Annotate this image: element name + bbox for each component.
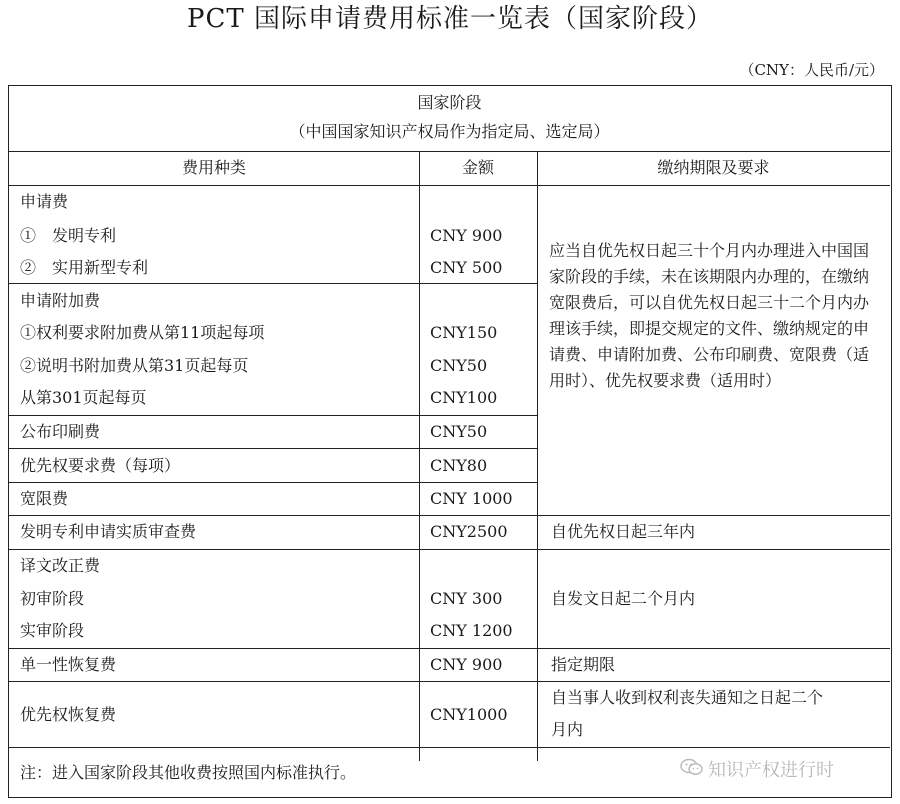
exam-fee-amount: CNY2500 <box>430 522 508 541</box>
surcharge-label: 申请附加费 <box>20 291 101 310</box>
wechat-icon <box>680 758 704 776</box>
unity-fee-label: 单一性恢复费 <box>20 655 117 674</box>
priority-restore-fee-label: 优先权恢复费 <box>20 705 117 724</box>
page-title: PCT 国际申请费用标准一览表（国家阶段） <box>187 4 713 34</box>
priority-claim-fee-amount: CNY80 <box>430 456 488 475</box>
column-header-requirement: 缴纳期限及要求 <box>657 158 770 177</box>
table-heading-line2: （中国国家知识产权局作为指定局、选定局） <box>289 122 610 141</box>
watermark-text: 知识产权进行时 <box>708 760 834 781</box>
priority-restore-fee-amount: CNY1000 <box>430 705 508 724</box>
translation-fee-requirement: 自发文日起二个月内 <box>551 589 696 608</box>
translation-fee-substantive: 实审阶段 <box>20 621 85 640</box>
app-fee-label: 申请费 <box>20 192 69 211</box>
translation-fee-label: 译文改正费 <box>20 556 101 575</box>
app-fee-utility: ② 实用新型专利 <box>20 258 149 277</box>
surcharge-claims: ①权利要求附加费从第11项起每项 <box>20 323 265 342</box>
grace-fee-label: 宽限费 <box>20 489 69 508</box>
unity-fee-amount: CNY 900 <box>430 655 503 674</box>
table-note: 注：进入国家阶段其他收费按照国内标准执行。 <box>20 763 357 782</box>
surcharge-pages-301: 从第301页起每页 <box>20 388 147 407</box>
translation-fee-prelim: 初审阶段 <box>20 589 85 608</box>
translation-fee-substantive-amount: CNY 1200 <box>430 621 513 640</box>
surcharge-description: ②说明书附加费从第31页起每页 <box>20 356 249 375</box>
publication-fee-amount: CNY50 <box>430 422 488 441</box>
column-header-amount: 金额 <box>461 158 494 177</box>
surcharge-description-amount: CNY50 <box>430 356 488 375</box>
priority-restore-fee-requirement-line2: 月内 <box>551 720 584 739</box>
exam-fee-requirement: 自优先权日起三年内 <box>551 522 696 541</box>
unity-fee-requirement: 指定期限 <box>551 655 616 674</box>
group1-requirement: 应当自优先权日起三十个月内办理进入中国国家阶段的手续，未在该期限内办理的，在缴纳宽限费后，可以自优先权日起三十二个月内办理该手续，即提交规定的文件、缴纳规定的申请费、申请附加费、公布印刷费、宽限费（适用时）、优先权要求费（适用时） <box>549 241 870 390</box>
exam-fee-label: 发明专利申请实质审查费 <box>20 522 197 541</box>
publication-fee-label: 公布印刷费 <box>20 422 101 441</box>
app-fee-invention-amount: CNY 900 <box>430 226 503 245</box>
priority-restore-fee-requirement-line1: 自当事人收到权利丧失通知之日起二个 <box>551 688 824 707</box>
grace-fee-amount: CNY 1000 <box>430 489 513 508</box>
fee-table <box>8 85 892 798</box>
priority-claim-fee-label: 优先权要求费（每项） <box>20 456 181 475</box>
surcharge-claims-amount: CNY150 <box>430 323 498 342</box>
currency-unit-note: （CNY：人民币/元） <box>739 61 884 79</box>
app-fee-utility-amount: CNY 500 <box>430 258 503 277</box>
app-fee-invention: ① 发明专利 <box>20 226 117 245</box>
surcharge-pages-301-amount: CNY100 <box>430 388 498 407</box>
translation-fee-prelim-amount: CNY 300 <box>430 589 503 608</box>
table-heading-line1: 国家阶段 <box>417 93 482 112</box>
column-header-fee-type: 费用种类 <box>181 158 246 177</box>
